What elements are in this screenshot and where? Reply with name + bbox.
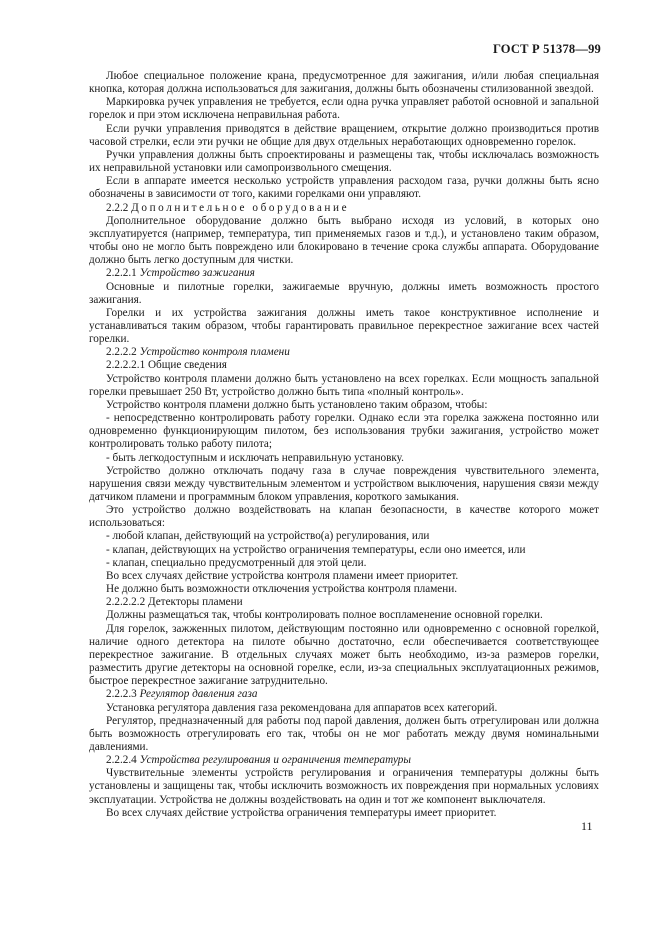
section-number: 2.2.2.2.1	[106, 359, 146, 372]
paragraph: Если ручки управления приводятся в действие вращением, открытие должно производиться против часовой стрелки, если эти ручки не общие для двух отдельных неработающих одновременно горелок.	[89, 122, 599, 148]
section-number: 2.2.2.1	[106, 267, 137, 280]
document-header: ГОСТ Р 51378—99	[492, 42, 601, 56]
section-title: Регулятор давления газа	[139, 688, 258, 701]
paragraph: Во всех случаях действие устройства ограничения температуры имеет приоритет.	[106, 806, 497, 819]
paragraph: Устройство контроля пламени должно быть установлено на всех горелках. Если мощность запальной горелки превышает 250 Вт, устройство должно быть типа «полный контроль».	[89, 372, 599, 398]
paragraph: Ручки управления должны быть спроектированы и размещены так, чтобы исключалась возможность их неправильной установки или самопроизвольного смещения.	[89, 148, 599, 175]
list-item: - клапан, действующих на устройство ограничения температуры, если оно имеется, или	[106, 543, 526, 556]
paragraph: Горелки и их устройства зажигания должны иметь такое конструктивное исполнение и устанавливаться таким образом, чтобы гарантировать правильное перекрестное зажигание всех частей горелки.	[89, 306, 599, 346]
list-item: - непосредственно контролировать работу горелки. Однако если эта горелка зажжена постоянно или одновременно функционирующим пилотом, без использования трубки зажигания, устройство может контролировать только работу пилота;	[89, 412, 599, 451]
section-number: 2.2.2.4	[106, 754, 137, 767]
page-number: 11	[581, 819, 593, 833]
section-heading	[89, 596, 599, 609]
paragraph: Для горелок, зажженных пилотом, действующим постоянно или одновременно с основной горелкой, наличие одного детектора на пилоте обычно достаточно, если обеспечивается соответствующее перекрестное зажигание. В отдельных случаях может быть необходимо, из-за размеров горелки, разместить другие детекторы на основной горелке, если, из-за специальных эксплуатационных режимов, быстрое перекрестное зажигание затруднительно.	[89, 622, 599, 688]
section-number: 2.2.2.3	[106, 688, 137, 701]
section-title: Общие сведения	[147, 359, 227, 372]
section-title: Устройство зажигания	[139, 267, 255, 280]
paragraph: Чувствительные элементы устройств регулирования и ограничения температуры должны быть установлены и защищены так, чтобы исключить возможность их повреждения при нормальных условиях эксплуатации. Устройства не должны воздействовать на один и тот же компонент выключателя.	[89, 767, 599, 806]
paragraph: Это устройство должно воздействовать на клапан безопасности, в качестве которого может использоваться:	[89, 504, 599, 530]
section-number: 2.2.2.2.2	[106, 596, 146, 609]
section-heading	[89, 754, 599, 767]
section-title: Устройство контроля пламени	[139, 346, 290, 359]
paragraph: Если в аппарате имеется несколько устройств управления расходом газа, ручки должны быть ясно обозначены в зависимости от того, какими горелками они управляют.	[89, 175, 599, 201]
paragraph: Основные и пилотные горелки, зажигаемые вручную, должны иметь возможность простого зажигания.	[89, 280, 599, 306]
section-heading	[89, 359, 599, 372]
section-heading	[89, 346, 599, 359]
paragraph: Установка регулятора давления газа рекомендована для аппаратов всех категорий.	[106, 701, 498, 714]
paragraph: Маркировка ручек управления не требуется, если одна ручка управляет работой основной и запальной горелок и при этом исключена неправильная работа.	[89, 96, 599, 122]
paragraph: Должны размещаться так, чтобы контролировать полное воспламенение основной горелки.	[106, 609, 543, 622]
section-heading	[89, 267, 599, 280]
list-item: - быть легкодоступным и исключать неправильную установку.	[106, 451, 404, 464]
section-title: Дополнительное оборудование	[131, 201, 350, 214]
section-number: 2.2.2.2	[106, 346, 137, 359]
paragraph: Устройство контроля пламени должно быть установлено таким образом, чтобы:	[106, 398, 488, 411]
paragraph: Не должно быть возможности отключения устройства контроля пламени.	[106, 583, 458, 596]
document-body	[89, 70, 599, 820]
paragraph: Устройство должно отключать подачу газа в случае повреждения чувствительного элемента, нарушения связи между чувствительным элементом и устройством выключения, нарушения связи между датчиком пламени и программным блоком управления, короткого замыкания.	[89, 464, 599, 503]
section-heading	[89, 688, 599, 701]
list-item: - любой клапан, действующий на устройство(а) регулирования, или	[106, 530, 430, 543]
list-item: - клапан, специально предусмотренный для этой цели.	[106, 556, 367, 569]
section-number: 2.2.2	[106, 201, 129, 214]
paragraph: Регулятор, предназначенный для работы под парой давления, должен быть отрегулирован или должна быть возможность отрегулировать его так, чтобы он не мог работать между двумя номинальными давлениями.	[89, 714, 599, 753]
section-title: Детекторы пламени	[147, 596, 243, 609]
section-title: Устройства регулирования и ограничения температуры	[139, 754, 411, 767]
paragraph: Дополнительное оборудование должно быть выбрано исходя из условий, в которых оно эксплуатируется (например, температура, тип применяемых газов и т.д.), и установлено таким образом, чтобы оно не могло быть повреждено или блокировано в течение срока службы аппарата. Оборудование должно быть легко доступным для чистки.	[89, 214, 599, 267]
paragraph: Любое специальное положение крана, предусмотренное для зажигания, и/или любая специальная кнопка, которая должна использоваться для зажигания, должны быть обозначены стилизованной звездой.	[89, 70, 599, 96]
paragraph: Во всех случаях действие устройства контроля пламени имеет приоритет.	[106, 569, 459, 582]
section-heading	[89, 202, 599, 215]
